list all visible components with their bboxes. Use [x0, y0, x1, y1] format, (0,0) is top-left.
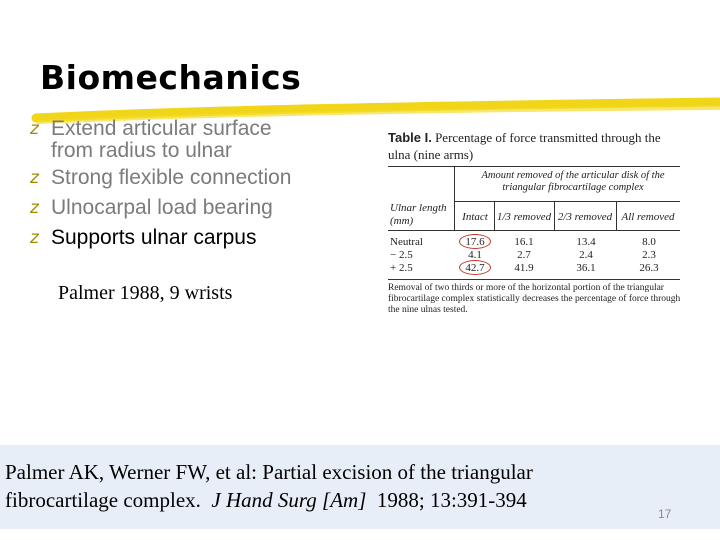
table-cell: 26.3 — [639, 262, 659, 274]
table-col-header: Intact — [462, 211, 488, 223]
bullet-item — [30, 223, 390, 253]
table-caption-text: Percentage of force transmitted through the ulna (nine arms) — [388, 130, 661, 162]
reference-title-end: fibrocartilage complex. — [5, 488, 201, 512]
reference-journal: J Hand Surg [Am] — [211, 488, 367, 512]
table-caption — [388, 129, 682, 163]
reference-line-2 — [5, 486, 645, 514]
bullet-text: Ulnocarpal load bearing — [51, 196, 273, 219]
bullet-marker-icon: z — [30, 168, 39, 188]
highlight-circle — [459, 260, 491, 275]
bullet-list — [30, 114, 390, 253]
table-row-header: Ulnar length (mm) — [390, 202, 447, 227]
table-row-label: + 2.5 — [390, 262, 413, 274]
table-cell: 16.1 — [514, 236, 534, 248]
table-cell: 8.0 — [642, 236, 656, 248]
table-row-label: − 2.5 — [390, 249, 413, 261]
reference-volume: 1988; 13:391-394 — [376, 488, 527, 512]
table-row-label: Neutral — [390, 236, 423, 248]
bullet-text: Extend articular surface — [51, 117, 272, 140]
table-cell: 42.7 — [465, 262, 485, 274]
bullet-text: Strong flexible connection — [51, 166, 292, 189]
bullet-marker-icon: z — [30, 119, 39, 139]
table-cell: 13.4 — [576, 236, 596, 248]
table-rule — [454, 201, 680, 202]
table-rule — [388, 166, 680, 167]
bullet-marker-icon: z — [30, 198, 39, 218]
table-cell: 17.6 — [465, 236, 485, 248]
table-cell: 4.1 — [468, 249, 482, 261]
table-rule — [388, 230, 680, 231]
study-label: Palmer 1988, 9 wrists — [58, 282, 233, 304]
table-cell: 2.4 — [579, 249, 593, 261]
slide-title: Biomechanics — [40, 58, 302, 97]
table-group-header: Amount removed of the articular disk of the triangular fibrocartilage complex — [481, 170, 665, 193]
table-footnote: Removal of two thirds or more of the horizontal portion of the triangular fibrocartilage complex statistically decreases the percentage of force through the nine ulnas tested. — [388, 283, 681, 315]
bullet-item — [30, 163, 390, 193]
table-cell: 36.1 — [576, 262, 596, 274]
bullet-text: Supports ulnar carpus — [51, 226, 257, 249]
highlight-circle — [459, 234, 491, 249]
bullet-text-continuation: from radius to ulnar — [51, 139, 232, 162]
table-caption-label: Table I. — [388, 130, 432, 145]
table-rule — [388, 279, 680, 280]
page-number: 17 — [658, 507, 672, 521]
reference-citation — [5, 458, 645, 514]
bullet-item — [30, 193, 390, 223]
bullet-item — [30, 114, 390, 163]
bullet-marker-icon: z — [30, 228, 39, 248]
table-cell: 2.3 — [642, 249, 656, 261]
table-figure — [384, 126, 684, 318]
table-col-header: All removed — [621, 211, 675, 223]
table-cell: 41.9 — [514, 262, 534, 274]
reference-line-1: Palmer AK, Werner FW, et al: Partial excision of the triangular — [5, 460, 533, 484]
table-col-header: 2/3 removed — [557, 211, 613, 223]
table-cell: 2.7 — [517, 249, 531, 261]
table-col-header: 1/3 removed — [496, 211, 552, 223]
